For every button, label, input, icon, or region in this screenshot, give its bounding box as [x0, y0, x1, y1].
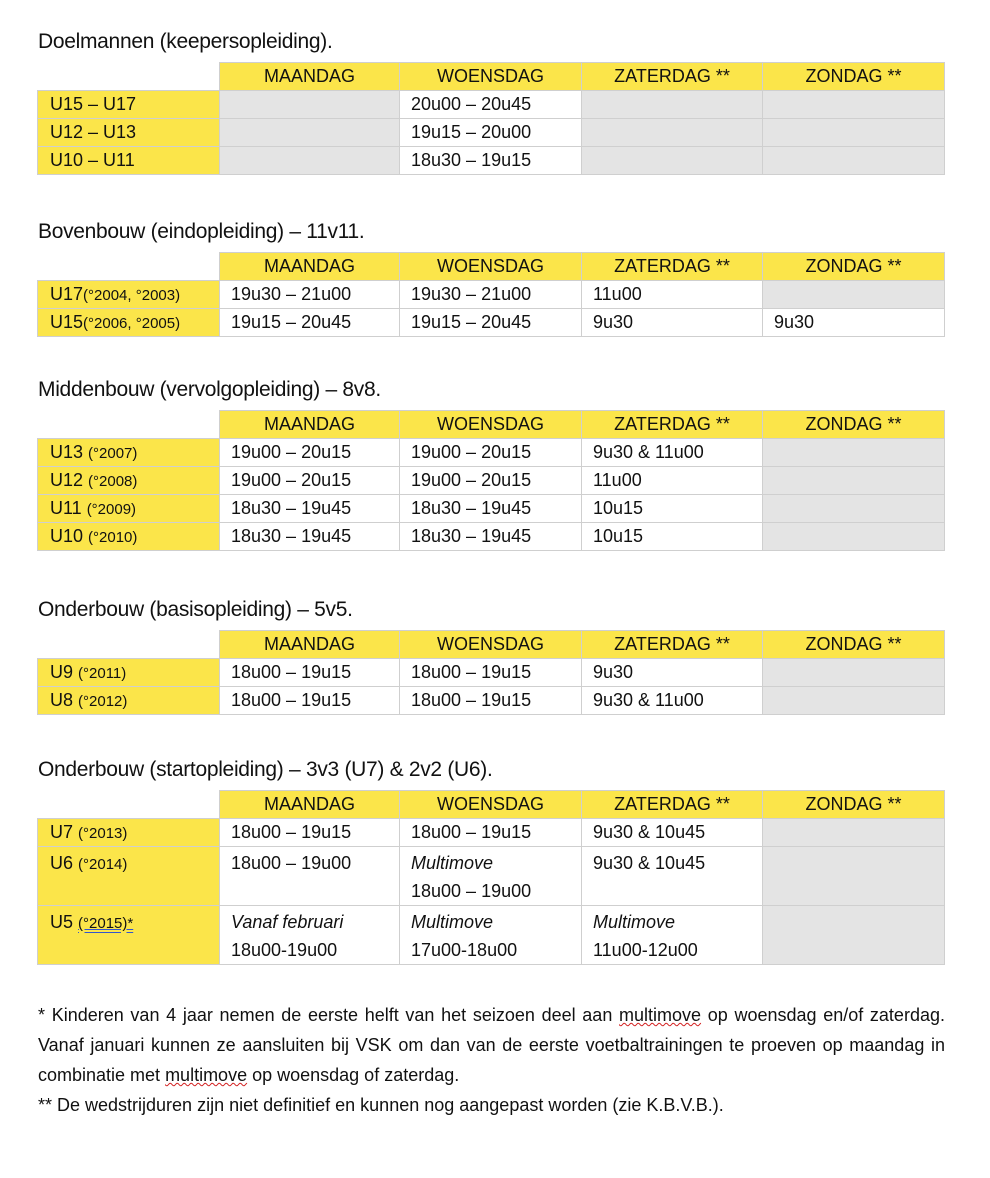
table-row: [38, 309, 945, 337]
age-group-label: U7 (°2013): [38, 819, 220, 847]
section-title-onderbouw-start: Onderbouw (startopleiding) – 3v3 (U7) & 2v2 (U6).: [38, 758, 493, 781]
time-cell: 18u30 – 19u45: [400, 495, 582, 523]
age-group-label: U9 (°2011): [38, 659, 220, 687]
time-cell: 18u00 – 19u00: [220, 847, 400, 906]
age-group-label: U12 (°2008): [38, 467, 220, 495]
corner-cell: [38, 791, 220, 819]
time-cell: 19u00 – 20u15: [220, 439, 400, 467]
corner-cell: [38, 411, 220, 439]
footnotes: [38, 1000, 945, 1120]
birth-year: (°2010): [88, 529, 138, 546]
day-header-sunday: ZONDAG **: [763, 411, 945, 439]
section-title-doelmannen: Doelmannen (keepersopleiding).: [38, 30, 333, 53]
time-cell: [763, 659, 945, 687]
day-header-sunday: ZONDAG **: [763, 63, 945, 91]
birth-year: (°2009): [86, 501, 137, 518]
birth-year: (°2008): [88, 473, 138, 490]
time-cell: 10u15: [582, 495, 763, 523]
footnote-multimove: * Kinderen van 4 jaar nemen de eerste helft van het seizoen deel aan multimove op woensdag en/of zaterdag. Vanaf januari kunnen ze aansluiten bij VSK om dan van de eerste voetbaltrainingen te proeven op maandag in combinatie met multimove op woensdag of zaterdag.: [38, 1005, 945, 1085]
time-cell: 18u00 – 19u15: [400, 687, 582, 715]
time-cell: 18u30 – 19u45: [400, 523, 582, 551]
section-title-middenbouw: Middenbouw (vervolgopleiding) – 8v8.: [38, 378, 381, 401]
day-header-wednesday: WOENSDAG: [400, 791, 582, 819]
time-cell: [582, 119, 763, 147]
header-row: [38, 791, 945, 819]
birth-year: (°2015)*: [78, 915, 134, 932]
header-row: [38, 411, 945, 439]
day-header-saturday: ZATERDAG **: [582, 631, 763, 659]
age-group-label: U17(°2004, °2003): [38, 281, 220, 309]
time-cell: [763, 439, 945, 467]
time-cell: [763, 147, 945, 175]
time-cell: [763, 906, 945, 965]
time-cell: [582, 91, 763, 119]
birth-year: (°2011): [78, 665, 127, 682]
time-cell: 19u00 – 20u15: [400, 439, 582, 467]
header-row: [38, 631, 945, 659]
section-title-onderbouw-basis: Onderbouw (basisopleiding) – 5v5.: [38, 598, 353, 621]
time-cell: [763, 847, 945, 906]
time-cell: [763, 119, 945, 147]
time-cell: 19u15 – 20u00: [400, 119, 582, 147]
time-cell: 18u00 – 19u15: [220, 819, 400, 847]
table-row: [38, 467, 945, 495]
day-header-monday: MAANDAG: [220, 253, 400, 281]
schedule-table-doelmannen: [37, 62, 945, 175]
spellcheck-word: multimove: [619, 1005, 702, 1025]
day-header-wednesday: WOENSDAG: [400, 253, 582, 281]
day-header-sunday: ZONDAG **: [763, 253, 945, 281]
header-row: [38, 63, 945, 91]
time-cell: 9u30 & 11u00: [582, 687, 763, 715]
time-cell: 9u30: [763, 309, 945, 337]
day-header-saturday: ZATERDAG **: [582, 253, 763, 281]
day-header-monday: MAANDAG: [220, 411, 400, 439]
table-row: [38, 819, 945, 847]
table-row: [38, 119, 945, 147]
age-group-label: U13 (°2007): [38, 439, 220, 467]
schedule-table-middenbouw: [37, 410, 945, 551]
day-header-sunday: ZONDAG **: [763, 631, 945, 659]
time-cell: 19u15 – 20u45: [220, 309, 400, 337]
birth-year: (°2014): [78, 856, 128, 873]
birth-year: (°2013): [78, 825, 128, 842]
time-cell: [763, 687, 945, 715]
time-cell: 18u30 – 19u45: [220, 523, 400, 551]
time-cell: 9u30: [582, 659, 763, 687]
birth-year: (°2007): [88, 445, 138, 462]
time-cell: 19u00 – 20u15: [220, 467, 400, 495]
table-row: [38, 847, 945, 906]
birth-year: (°2006, °2005): [83, 315, 181, 332]
age-group-label: U6 (°2014): [38, 847, 220, 906]
day-header-sunday: ZONDAG **: [763, 791, 945, 819]
day-header-saturday: ZATERDAG **: [582, 791, 763, 819]
table-row: [38, 281, 945, 309]
corner-cell: [38, 253, 220, 281]
age-group-label: U15(°2006, °2005): [38, 309, 220, 337]
day-header-wednesday: WOENSDAG: [400, 631, 582, 659]
time-cell: [763, 495, 945, 523]
time-cell: Multimove 18u00 – 19u00: [400, 847, 582, 906]
time-cell: 11u00: [582, 467, 763, 495]
time-cell: [763, 467, 945, 495]
time-cell: [582, 147, 763, 175]
day-header-monday: MAANDAG: [220, 791, 400, 819]
header-row: [38, 253, 945, 281]
birth-year: (°2012): [78, 693, 128, 710]
time-cell: 9u30 & 10u45: [582, 847, 763, 906]
footnote-match-times: ** De wedstrijduren zijn niet definitief en kunnen nog aangepast worden (zie K.B.V.B.).: [38, 1095, 724, 1115]
table-row: [38, 439, 945, 467]
day-header-monday: MAANDAG: [220, 631, 400, 659]
day-header-saturday: ZATERDAG **: [582, 411, 763, 439]
age-group-label: U8 (°2012): [38, 687, 220, 715]
table-row: [38, 659, 945, 687]
time-cell: [220, 119, 400, 147]
table-row: [38, 523, 945, 551]
table-row: [38, 495, 945, 523]
age-group-label: U5 (°2015)*: [38, 906, 220, 965]
schedule-table-onderbouw-start: [37, 790, 945, 965]
time-cell: 18u00 – 19u15: [400, 819, 582, 847]
time-cell: 20u00 – 20u45: [400, 91, 582, 119]
corner-cell: [38, 63, 220, 91]
day-header-wednesday: WOENSDAG: [400, 63, 582, 91]
age-group-label: U11 (°2009): [38, 495, 220, 523]
time-cell: 19u00 – 20u15: [400, 467, 582, 495]
spellcheck-word: multimove: [165, 1065, 248, 1085]
time-cell: 19u30 – 21u00: [220, 281, 400, 309]
day-header-monday: MAANDAG: [220, 63, 400, 91]
time-cell: 19u15 – 20u45: [400, 309, 582, 337]
time-cell: 18u00 – 19u15: [220, 659, 400, 687]
table-row: [38, 91, 945, 119]
time-cell: 9u30 & 11u00: [582, 439, 763, 467]
age-group-label: U15 – U17: [38, 91, 220, 119]
time-cell: [763, 91, 945, 119]
table-row: [38, 687, 945, 715]
time-cell: 9u30 & 10u45: [582, 819, 763, 847]
time-cell: 18u30 – 19u45: [220, 495, 400, 523]
time-cell: [763, 819, 945, 847]
table-row: [38, 906, 945, 965]
time-cell: 10u15: [582, 523, 763, 551]
time-cell: 19u30 – 21u00: [400, 281, 582, 309]
day-header-saturday: ZATERDAG **: [582, 63, 763, 91]
time-cell: 9u30: [582, 309, 763, 337]
birth-year: (°2004, °2003): [83, 287, 181, 304]
time-cell: [763, 523, 945, 551]
time-cell: Multimove 11u00-12u00: [582, 906, 763, 965]
time-cell: 18u00 – 19u15: [220, 687, 400, 715]
section-title-bovenbouw: Bovenbouw (eindopleiding) – 11v11.: [38, 220, 365, 243]
time-cell: [220, 91, 400, 119]
time-cell: 11u00: [582, 281, 763, 309]
table-row: [38, 147, 945, 175]
schedule-table-bovenbouw: [37, 252, 945, 337]
age-group-label: U12 – U13: [38, 119, 220, 147]
day-header-wednesday: WOENSDAG: [400, 411, 582, 439]
time-cell: [763, 281, 945, 309]
age-group-label: U10 – U11: [38, 147, 220, 175]
age-group-label: U10 (°2010): [38, 523, 220, 551]
time-cell: 18u00 – 19u15: [400, 659, 582, 687]
time-cell: 18u30 – 19u15: [400, 147, 582, 175]
time-cell: Multimove 17u00-18u00: [400, 906, 582, 965]
time-cell: Vanaf februari 18u00-19u00: [220, 906, 400, 965]
time-cell: [220, 147, 400, 175]
schedule-table-onderbouw-basis: [37, 630, 945, 715]
corner-cell: [38, 631, 220, 659]
